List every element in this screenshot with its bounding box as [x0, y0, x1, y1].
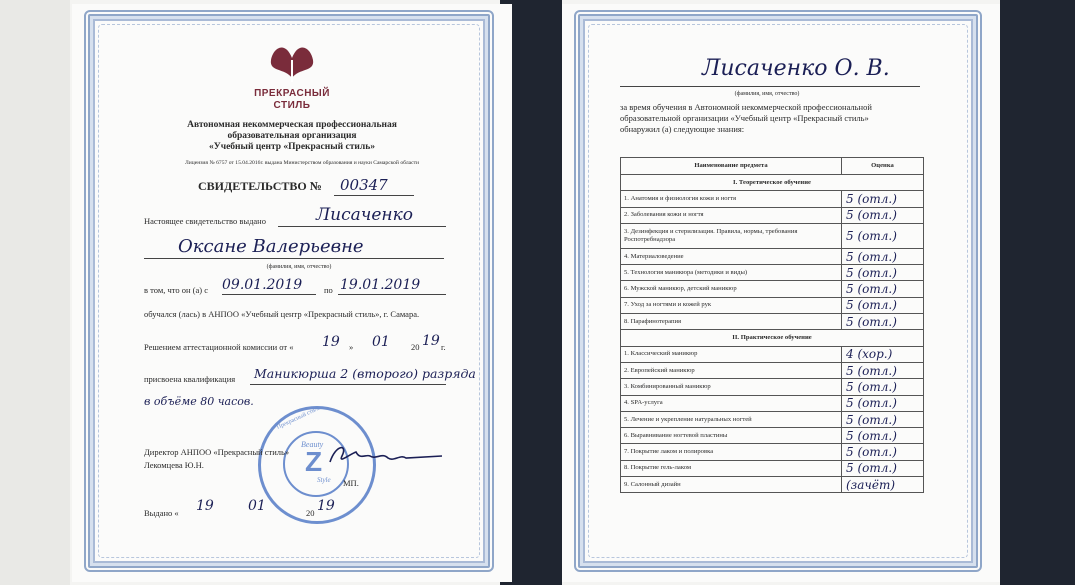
table-row	[621, 346, 924, 362]
qualification-value: Маникюрша 2 (второго) разряда	[254, 366, 476, 381]
table-row	[621, 379, 924, 395]
date-from: 09.01.2019	[222, 277, 303, 293]
period-mid: по	[324, 285, 333, 295]
director-signature	[326, 440, 446, 470]
grade-cell: 4 (хор.)	[842, 346, 924, 362]
grade-cell: 5 (отл.)	[842, 428, 924, 444]
grade-cell: 5 (отл.)	[842, 297, 924, 313]
subject-cell: 3. Комбинированный маникюр	[621, 379, 842, 395]
table-header-row	[621, 158, 924, 175]
subject-column-header: Наименование предмета	[621, 158, 842, 175]
director-title: Директор АНПОО «Прекрасный стиль»	[144, 447, 290, 457]
grade-cell: 5 (отл.)	[842, 191, 924, 207]
qualification-underline	[250, 384, 446, 385]
date-to: 19.01.2019	[340, 277, 421, 293]
stamp-ring-text: Прекрасный стиль	[275, 405, 322, 431]
table-row	[621, 223, 924, 248]
holder-name: Оксане Валерьевне	[178, 236, 364, 257]
table-row	[621, 297, 924, 313]
cover-right-edge	[1000, 0, 1075, 585]
decision-year-prefix: 20	[411, 342, 420, 352]
intro-line2: образовательной организации «Учебный центр «Прекрасный стиль»	[620, 113, 869, 123]
hours-value: в объёме 80 часов.	[144, 395, 254, 408]
section-theory-title: I. Теоретическое обучение	[621, 175, 924, 191]
brand-name-line1: ПРЕКРАСНЫЙ	[254, 88, 330, 99]
section-row-theory	[621, 175, 924, 191]
subject-cell: 2. Заболевания кожи и ногтя	[621, 207, 842, 223]
issued-month: 01	[248, 498, 266, 514]
subject-cell: 5. Лечение и укрепление натуральных ногтей	[621, 411, 842, 427]
grade-cell: 5 (отл.)	[842, 379, 924, 395]
subject-cell: 8. Покрытие гель-лаком	[621, 460, 842, 476]
certificate-number: 00347	[340, 176, 388, 194]
table-row	[621, 248, 924, 264]
decision-year: 19	[422, 333, 440, 349]
grade-cell: (зачёт)	[842, 477, 924, 493]
license-text: Лицензия № 6757 от 15.04.2016г. выдана Министерством образования и науки Самарской области	[184, 160, 420, 166]
number-underline	[334, 195, 414, 196]
issued-year-prefix: 20	[306, 508, 315, 518]
grade-cell: 5 (отл.)	[842, 223, 924, 248]
table-row	[621, 411, 924, 427]
grades-table	[620, 157, 924, 493]
table-row	[621, 362, 924, 378]
table-row	[621, 207, 924, 223]
subject-cell: 6. Выравнивание ногтевой пластины	[621, 428, 842, 444]
table-row	[621, 281, 924, 297]
org-name-line3: «Учебный центр «Прекрасный стиль»	[209, 142, 375, 152]
table-row	[621, 444, 924, 460]
grade-cell: 5 (отл.)	[842, 460, 924, 476]
table-row	[621, 428, 924, 444]
date-from-underline	[222, 294, 316, 295]
period-prefix: в том, что он (а) с	[144, 285, 208, 295]
holder-fullname: Лисаченко О. В.	[702, 56, 890, 81]
surname-underline	[278, 226, 446, 227]
decision-suffix: г.	[441, 342, 446, 352]
table-row	[621, 314, 924, 330]
table-row	[621, 265, 924, 281]
subject-cell: 6. Мужской маникюр, детский маникюр	[621, 281, 842, 297]
studied-text: обучался (лась) в АНПОО «Учебный центр «Прекрасный стиль», г. Самара.	[144, 309, 420, 319]
grade-cell: 5 (отл.)	[842, 395, 924, 411]
fio-caption-left: (фамилия, имя, отчество)	[266, 264, 332, 270]
subject-cell: 7. Покрытие лаком и полировка	[621, 444, 842, 460]
org-name-line1: Автономная некоммерческая профессиональная	[187, 120, 397, 130]
grade-cell: 5 (отл.)	[842, 314, 924, 330]
grade-cell: 5 (отл.)	[842, 444, 924, 460]
table-row	[621, 477, 924, 493]
brand-name-line2: СТИЛЬ	[273, 100, 311, 111]
issued-day: 19	[196, 498, 214, 514]
holder-surname: Лисаченко	[316, 205, 414, 225]
table-row	[621, 395, 924, 411]
director-name: Лекомцева Ю.Н.	[144, 460, 204, 470]
grade-cell: 5 (отл.)	[842, 281, 924, 297]
grade-cell: 5 (отл.)	[842, 411, 924, 427]
fullname-underline	[620, 86, 920, 87]
decision-month: 01	[372, 334, 390, 350]
org-name-line2: образовательная организация	[227, 131, 357, 141]
grade-cell: 5 (отл.)	[842, 362, 924, 378]
stamp-mp-label: МП.	[343, 478, 359, 488]
subject-cell: 1. Классический маникюр	[621, 346, 842, 362]
decision-text: Решением аттестационной комиссии от «	[144, 342, 294, 352]
table-row	[621, 191, 924, 207]
fio-caption-right: (фамилия, имя, отчество)	[734, 91, 800, 97]
issued-to-label: Настоящее свидетельство выдано	[144, 216, 266, 226]
subject-cell: 4. Материаловедение	[621, 248, 842, 264]
decision-sep: »	[349, 342, 354, 352]
cover-left-edge	[0, 0, 70, 585]
grade-column-header: Оценка	[842, 158, 924, 175]
section-row-practice	[621, 330, 924, 346]
grade-cell: 5 (отл.)	[842, 248, 924, 264]
decision-day: 19	[322, 334, 340, 350]
subject-cell: 5. Технология маникюра (методики и виды)	[621, 265, 842, 281]
issued-date-label: Выдано «	[144, 508, 179, 518]
grade-cell: 5 (отл.)	[842, 265, 924, 281]
intro-line3: обнаружил (а) следующие знания:	[620, 124, 745, 134]
section-practice-title: II. Практическое обучение	[621, 330, 924, 346]
stamp-brand2: Style	[317, 476, 331, 484]
certificate-title: СВИДЕТЕЛЬСТВО №	[198, 179, 322, 193]
butterfly-icon	[265, 38, 319, 84]
subject-cell: 9. Салонный дизайн	[621, 477, 842, 493]
date-to-underline	[338, 294, 446, 295]
subject-cell: 2. Европейский маникюр	[621, 362, 842, 378]
stamp-brand: Beauty	[301, 440, 324, 449]
grade-cell: 5 (отл.)	[842, 207, 924, 223]
issued-year: 19	[317, 498, 335, 514]
qualification-label: присвоена квалификация	[144, 374, 236, 384]
subject-cell: 8. Парафинотерапия	[621, 314, 842, 330]
subject-cell: 1. Анатомия и физиология кожи и ногтя	[621, 191, 842, 207]
name-underline	[144, 258, 444, 259]
subject-cell: 4. SPA-услуга	[621, 395, 842, 411]
intro-line1: за время обучения в Автономной некоммерческой профессиональной	[620, 102, 872, 112]
table-row	[621, 460, 924, 476]
stamp-letter: Z	[305, 446, 323, 477]
subject-cell: 3. Дезинфекция и стерилизация. Правила, нормы, требования Роспотребнадзора	[621, 223, 842, 248]
subject-cell: 7. Уход за ногтями и кожей рук	[621, 297, 842, 313]
